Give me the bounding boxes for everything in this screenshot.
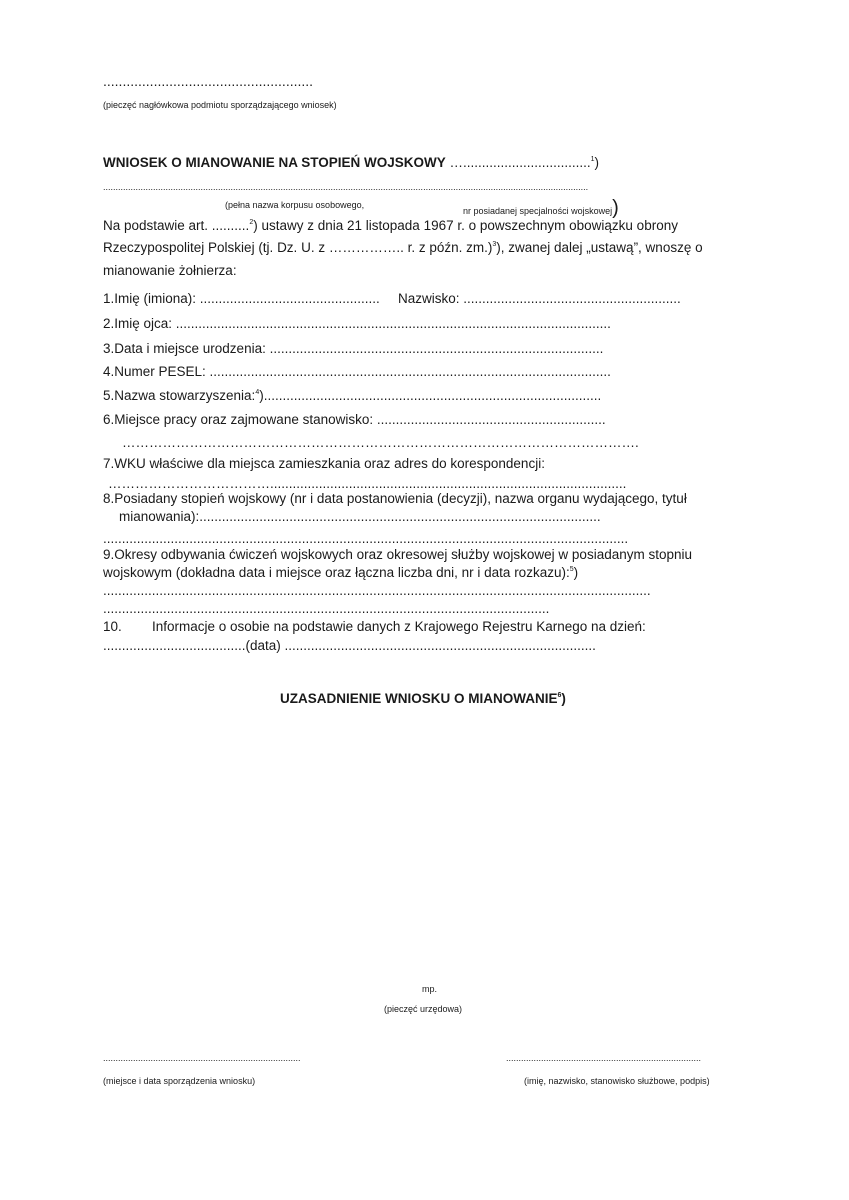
header-stamp-line: ...................................................... — [103, 73, 314, 89]
field-service-cont-2: ....................................................................................................................... — [103, 601, 550, 616]
footer-right-caption: (imię, nazwisko, stanowisko służbowe, podpis) — [524, 1076, 710, 1086]
corps-line: .................................................................................................................................................................................................. — [103, 182, 589, 192]
title-dots: ….................................. — [449, 155, 591, 170]
field-service-sup: 5 — [569, 565, 574, 573]
field-rank-line-2: mianowania):........................................................................................................... — [119, 509, 601, 524]
field-association-sup: 4 — [255, 388, 260, 396]
intro-l2-sup: 3 — [492, 240, 497, 248]
intro-line-2 — [103, 240, 703, 255]
stamp-caption: (pieczęć urzędowa) — [384, 1004, 463, 1014]
stamp-mp: mp. — [422, 984, 438, 994]
title-close: ) — [594, 155, 599, 170]
field-service-line-2 — [103, 565, 578, 580]
footer-right-line: .............................................................................. — [506, 1053, 702, 1063]
field-service-l2-text: wojskowym (dokładna data i miejsce oraz łączna liczba dni, nr i data rozkazu): — [103, 565, 570, 580]
field-service-close: ) — [573, 565, 579, 580]
justification-sup: 6 — [557, 691, 562, 699]
title-footnote-ref: 1 — [590, 155, 595, 163]
field-pesel: 4.Numer PESEL: ........................................................................................................... — [103, 364, 611, 379]
corps-caption-right — [463, 198, 619, 218]
intro-line-1 — [103, 218, 678, 233]
field-rank-cont: ............................................................................................................................................ — [103, 531, 629, 546]
field-wku: 7.WKU właściwe dla miejsca zamieszkania oraz adres do korespondencji: — [103, 456, 545, 471]
field-rank-line-1: 8.Posiadany stopień wojskowy (nr i data postanowienia (decyzji), nazwa organu wydającego, tytuł — [103, 491, 687, 506]
intro-l1-sup: 2 — [249, 218, 254, 226]
field-birth-date-place: 3.Data i miejsce urodzenia: ......................................................................................... — [103, 341, 604, 356]
header-stamp-caption: (pieczęć nagłówkowa podmiotu sporządzającego wniosek) — [103, 100, 337, 110]
field-association — [103, 388, 601, 403]
footer-left-line: ............................................................................... — [103, 1053, 301, 1063]
field-workplace-cont: ……………………………………………………………………………………………………. — [122, 435, 639, 450]
field-association-label: 5.Nazwa stowarzyszenia: — [103, 388, 256, 403]
intro-l1-a: Na podstawie art. .......... — [103, 218, 250, 233]
intro-l2-a: Rzeczypospolitej Polskiej (tj. Dz. U. z …………….. r. z późn. zm.) — [103, 240, 493, 255]
intro-line-3: mianowanie żołnierza: — [103, 263, 237, 278]
field-wku-cont: ………………………………............................................................................................... — [108, 476, 627, 491]
field-father-name: 2.Imię ojca: .................................................................................................................... — [103, 316, 611, 331]
corps-caption-left: (pełna nazwa korpusu osobowego, — [225, 200, 365, 210]
footer-left-caption: (miejsce i data sporządzenia wniosku) — [103, 1076, 256, 1086]
field-criminal-record-cont: ......................................(data) ................................................................................... — [103, 638, 596, 653]
title-text: WNIOSEK O MIANOWANIE NA STOPIEŃ WOJSKOWY — [103, 155, 446, 170]
field-association-dots: ).......................................................................................... — [259, 388, 602, 403]
field-criminal-record-num: 10. — [103, 619, 122, 634]
field-service-cont-1: .................................................................................................................................................. — [103, 583, 651, 598]
document-title — [103, 155, 599, 170]
justification-heading — [280, 691, 566, 706]
corps-caption-right-text: nr posiadanej specjalności wojskowej — [463, 206, 613, 216]
field-surname: Nazwisko: .......................................................... — [398, 291, 681, 306]
field-criminal-record: Informacje o osobie na podstawie danych z Krajowego Rejestru Karnego na dzień: — [152, 619, 646, 634]
justification-title: UZASADNIENIE WNIOSKU O MIANOWANIE — [280, 691, 558, 706]
field-service-line-1: 9.Okresy odbywania ćwiczeń wojskowych oraz okresowej służby wojskowej w posiadanym stopniu — [103, 547, 693, 562]
field-first-names: 1.Imię (imiona): ................................................ — [103, 291, 380, 306]
field-workplace: 6.Miejsce pracy oraz zajmowane stanowisko: ............................................................. — [103, 412, 606, 427]
corps-caption-paren: ) — [612, 197, 619, 219]
intro-l1-b: ) ustawy z dnia 21 listopada 1967 r. o powszechnym obowiązku obrony — [253, 218, 678, 233]
justification-close: ) — [561, 691, 566, 706]
intro-l2-b: ), zwanej dalej „ustawą”, wnoszę o — [496, 240, 703, 255]
